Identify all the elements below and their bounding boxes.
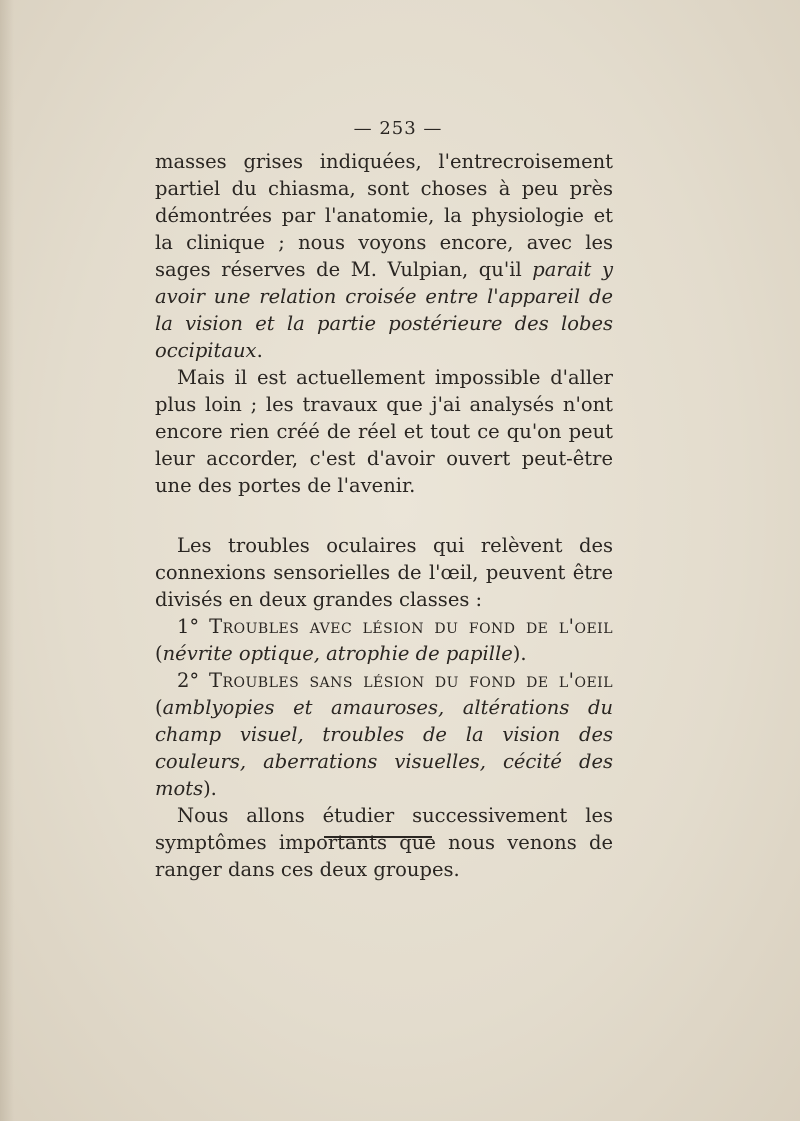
page-edge-shadow xyxy=(0,0,14,1121)
list-item-1-number: 1° xyxy=(177,615,200,638)
list-item-1-title: Troubles avec lésion du fond de l'oeil xyxy=(209,615,614,638)
page-number: — 253 — xyxy=(353,118,443,139)
list-item-1-close: ). xyxy=(512,642,527,665)
paragraph-2: Mais il est actuellement impossible d'aller plus loin ; les travaux que j'ai analysés n'ont encore rien créé de réel et tout ce qu'on peut leur accorder, c'est d'avoir ouvert peut-être une des portes de l'avenir. xyxy=(155,366,613,497)
paragraph-4: Nous allons étudier successivement les symptômes importants que nous venons de ranger dans ces deux groupes. xyxy=(155,804,613,881)
paragraph-1-italic: parait y avoir une relation croisée entre l'appareil de la vision et la partie postérieure des lobes occipitaux xyxy=(155,258,613,362)
page-text xyxy=(155,118,613,883)
paragraph-3: Les troubles oculaires qui relèvent des connexions sensorielles de l'œil, peuvent être divisés en deux grandes classes : xyxy=(155,534,613,611)
list-item-1-open: ( xyxy=(155,642,163,665)
end-rule xyxy=(324,836,432,838)
section-gap xyxy=(155,499,613,532)
list-item-2-open: ( xyxy=(155,696,163,719)
list-item-2-close: ). xyxy=(203,777,217,800)
paragraph-1 xyxy=(155,148,613,364)
list-item-2-number: 2° xyxy=(177,669,200,692)
paragraph-1-text: masses grises indiquées, l'entrecroisement partiel du chiasma, sont choses à peu près démontrées par l'anatomie, la physiologie et la clinique ; nous voyons encore, avec les sages réserves de M. Vulpian, qu'il xyxy=(155,150,613,281)
list-item-2-title: Troubles sans lésion du fond de l'oeil xyxy=(208,669,614,692)
list-item-2 xyxy=(155,667,613,802)
list-item-1 xyxy=(155,613,613,667)
list-item-2-detail: amblyopies et amauroses, altérations du champ visuel, troubles de la vision des couleurs, aberrations visuelles, cécité des mots xyxy=(155,696,613,800)
paragraph-1-end: . xyxy=(256,339,263,362)
list-item-1-detail: névrite optique, atrophie de papille xyxy=(162,642,513,665)
